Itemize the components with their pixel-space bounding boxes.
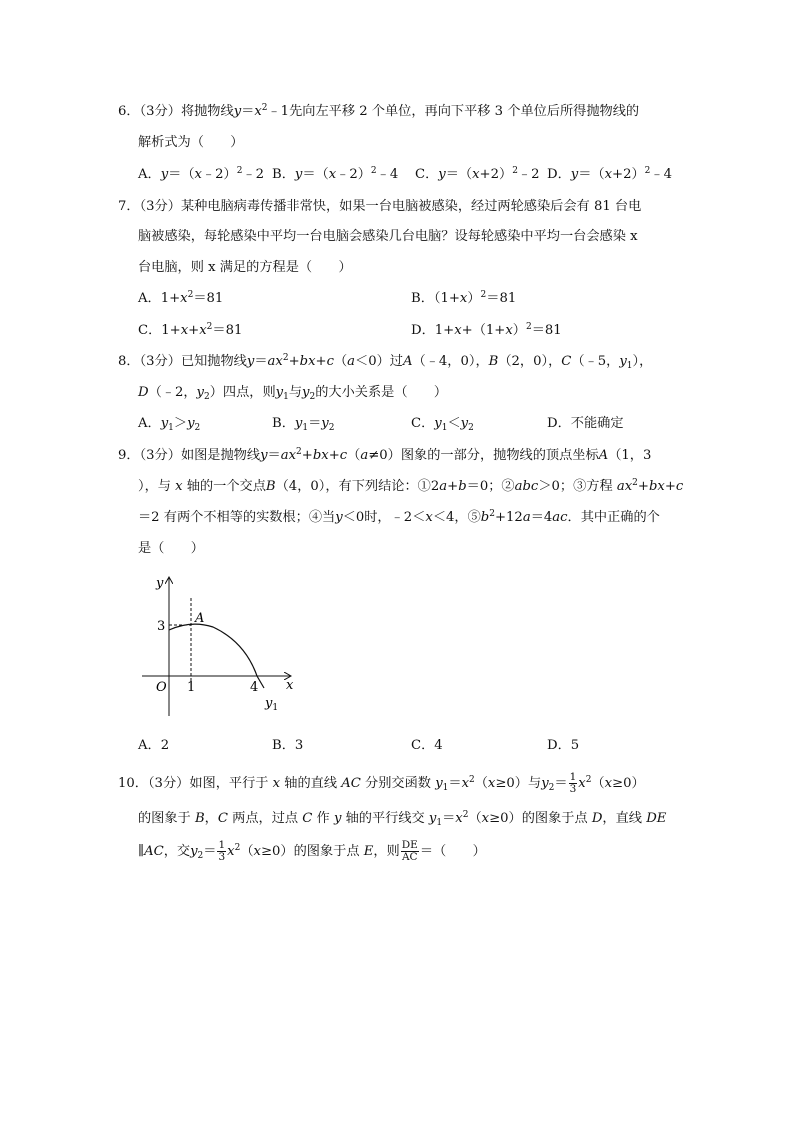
origin-label: O <box>156 680 167 695</box>
q8-line1: 8．（3分）已知抛物线$y=ax^2+bx+c(a<0)$过A（﹣4，0），B（2，0），C（﹣5，$y_1$）， <box>118 353 653 371</box>
vertex-label: A <box>195 611 205 626</box>
q6-stem-a: 将抛物线 <box>180 104 234 119</box>
q10-line1: 10．（3分）如图，平行于 x 轴的直线 AC 分别交函数 $y_1=x^2(x\ge 0)$与$y_2=$ $\frac{1}{3}$ $x^2(x\ge 0)$ <box>118 771 645 795</box>
q6-option-b[interactable]: B．y＝（x﹣2）$^2$﹣4 <box>272 166 399 182</box>
x-tick-4: 4 <box>250 680 259 695</box>
q7-option-a[interactable]: A．$1+x^2=81$ <box>138 290 224 306</box>
q9-option-d[interactable]: D．5 <box>547 738 580 753</box>
q6-line1: 6．（3分）将抛物线$y=x^2﹣1$先向左平移 2 个单位，再向下平移 3 个单位后所得抛物线的 <box>118 103 640 119</box>
q7-option-d[interactable]: D．$1+x+(1+x)^2=81$ <box>411 322 562 338</box>
q10-number: 10．（3分） <box>118 776 190 791</box>
q9-parabola-figure <box>140 570 310 720</box>
parabola-curve <box>169 624 264 688</box>
q7-number: 7．（3分） <box>118 199 181 214</box>
q6-option-c[interactable]: C．$y=(x+2)^2﹣2$ <box>415 166 540 182</box>
y-tick-3: 3 <box>157 619 166 634</box>
q6-stem-b: 先向左平移 2 个单位，再向下平移 3 个单位后所得抛物线的 <box>289 104 640 119</box>
q10-line3: ∥AC，交$y_2=$ $\frac{1}{3}$ $x^2(x\ge 0)$的图象于点 E，则 $\frac{DE}{AC}$ ＝（ ） <box>138 839 486 863</box>
q7-line3: 台电脑，则 x 满足的方程是（ ） <box>138 260 352 275</box>
q8-line2: D（﹣2，$y_2$）四点，则$y_1$与$y_2$的大小关系是（ ） <box>138 385 448 402</box>
q8-option-a[interactable]: A．$y_1>y_2$ <box>138 416 201 433</box>
q9-number: 9．（3分） <box>118 448 181 463</box>
curve-label: $y_1$ <box>265 696 279 713</box>
q9-line4: 是（ ） <box>138 541 204 556</box>
q9-line2: ），与 x 轴的一个交点B（4，0），有下列结论：①2a+b＝0；②abc＞0；③方程 $ax^2+bx+c$ <box>138 478 684 494</box>
q9-line1: 9．（3分）如图是抛物线$y=ax^2+bx+c(a\ne 0)$图象的一部分，抛物线的顶点坐标A（1，3 <box>118 447 652 463</box>
q7-option-c[interactable]: C．$1+x+x^2=81$ <box>138 322 243 338</box>
q7-stem-1: 某种电脑病毒传播非常快，如果一台电脑被感染，经过两轮感染后会有 81 台电 <box>180 199 642 214</box>
q7-option-b[interactable]: B．$(1+x)^2=81$ <box>411 290 517 306</box>
q9-option-b[interactable]: B．3 <box>272 738 304 753</box>
q8-option-b[interactable]: B．$y_1=y_2$ <box>272 416 335 433</box>
q6-number: 6．（3分） <box>118 104 181 119</box>
x-tick-1: 1 <box>187 680 196 695</box>
q8-option-d[interactable]: D．不能确定 <box>547 416 624 431</box>
q9-option-c[interactable]: C．4 <box>411 738 443 753</box>
q9-line3: ＝2 有两个不相等的实数根；④当y＜0时，﹣2＜x＜4，$⑤b^2+12a=4ac$．其中正确的个 <box>138 509 660 525</box>
q6-line2: 解析式为（ ） <box>138 135 244 150</box>
q8-option-c[interactable]: C．$y_1<y_2$ <box>411 416 474 433</box>
q10-line2: 的图象于 B，C 两点，过点 C 作 y 轴的平行线交 $y_1=x^2(x\ge 0)$的图象于点 D，直线 DE <box>138 810 667 828</box>
q7-line1 <box>118 198 641 216</box>
q8-number: 8．（3分） <box>118 354 181 369</box>
x-axis-label: x <box>286 678 294 693</box>
q7-line2: 脑被感染，每轮感染中平均一台电脑会感染几台电脑？设每轮感染中平均一台会感染 x <box>138 229 638 244</box>
q9-option-a[interactable]: A．2 <box>138 738 170 753</box>
y-axis-label: y <box>156 576 164 591</box>
q6-option-a[interactable]: A．y＝（x﹣2）$^2$﹣2 <box>138 166 265 182</box>
q6-option-d[interactable]: D．$y=(x+2)^2﹣4$ <box>547 166 672 182</box>
